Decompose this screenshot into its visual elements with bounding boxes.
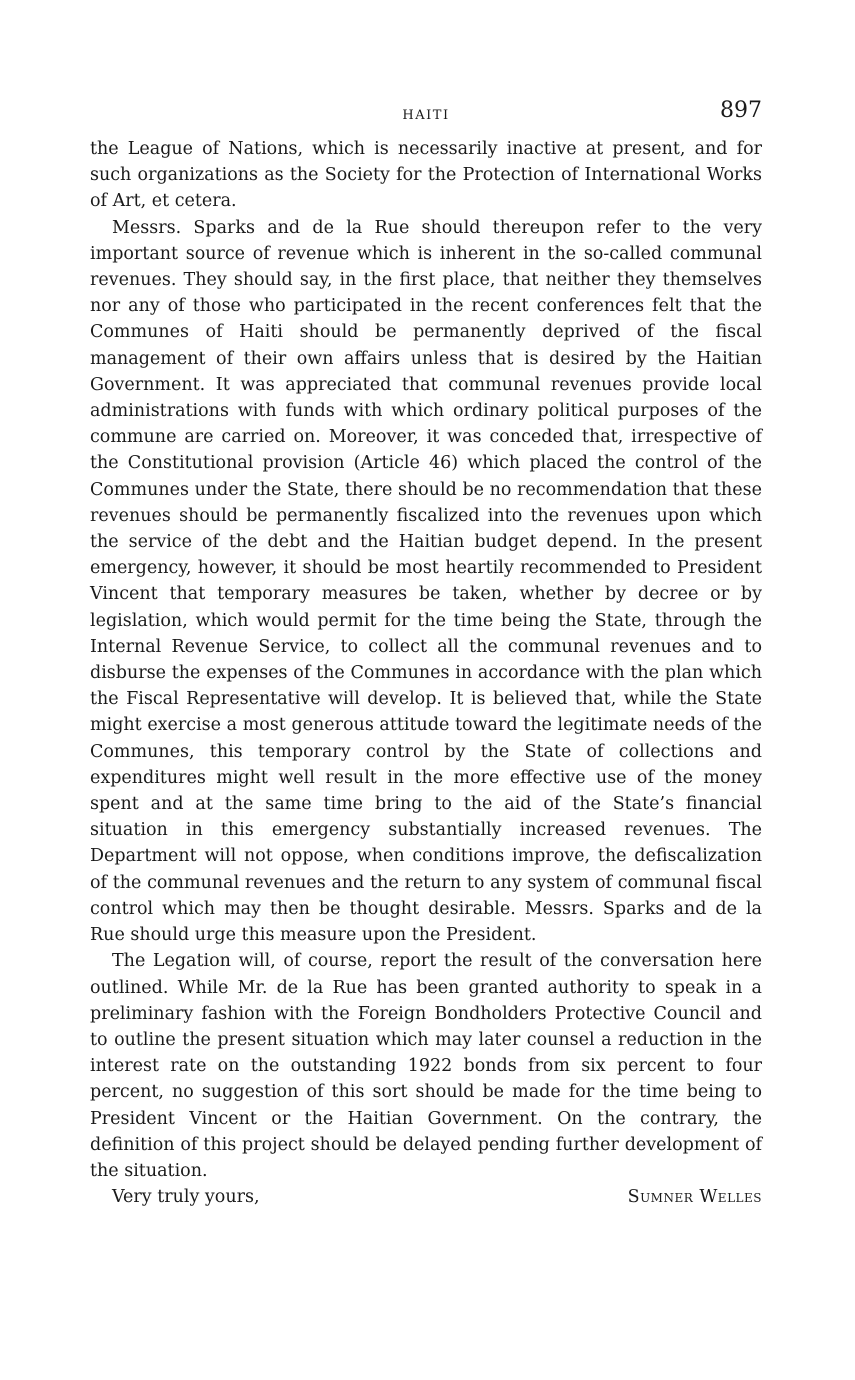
document-page [90, 96, 762, 1214]
paragraph-communal-revenues: Messrs. Sparks and de la Rue should thereupon refer to the very important source of revenue which is inherent in the so-called communal revenues. They should say, in the first place, that neither they themselves nor any of those who participated in the recent conferences felt that the Communes of Haiti should be permanently deprived of the fiscal management of their own affairs unless that is desired by the Haitian Government. It was appreciated that communal revenues provide local administrations with funds with which ordinary political purposes of the commune are carried on. Moreover, it was conceded that, irrespective of the Constitutional provision (Article 46) which placed the control of the Communes under the State, there should be no recommendation that these revenues should be permanently fiscalized into the revenues upon which the service of the debt and the Haitian budget depend. In the present emergency, however, it should be most heartily recommended to President Vincent that temporary measures be taken, whether by decree or by legislation, which would permit for the time being the State, through the Internal Revenue Service, to collect all the communal revenues and to disburse the expenses of the Communes in accordance with the plan which the Fiscal Representative will develop. It is believed that, while the State might exercise a most generous attitude toward the legitimate needs of the Communes, this temporary control by the State of collections and expenditures might well result in the more effective use of the money spent and at the same time bring to the aid of the State’s financial situation in this emergency substantially increased revenues. The Department will not oppose, when conditions improve, the defiscalization of the communal revenues and the return to any system of communal fiscal control which may then be thought desirable. Messrs. Sparks and de la Rue should urge this measure upon the President. [90, 217, 762, 946]
letter-closing [90, 1184, 762, 1214]
paragraph-legation-report: The Legation will, of course, report the result of the conversation here outlined. While Mr. de la Rue has been granted authority to speak in a preliminary fashion with the Foreign Bondholders Protective Council and to outline the present situation which may later counsel a reduction in the interest rate on the outstanding 1922 bonds from six percent to four percent, no suggestion of this sort should be made for the time being to President Vincent or the Haitian Government. On the contrary, the definition of this project should be delayed pending further development of the situation. [90, 951, 762, 1181]
paragraph-continued: the League of Nations, which is necessarily inactive at present, and for such organizations as the Society for the Protection of International Works of Art, et cetera. [90, 139, 762, 212]
running-head [90, 96, 762, 136]
body-text [90, 136, 762, 1184]
page-number: 897 [720, 98, 762, 123]
running-title: HAITI [402, 108, 450, 123]
signature: Sumner Welles [627, 1187, 762, 1208]
complimentary-close: Very truly yours, [112, 1187, 260, 1208]
